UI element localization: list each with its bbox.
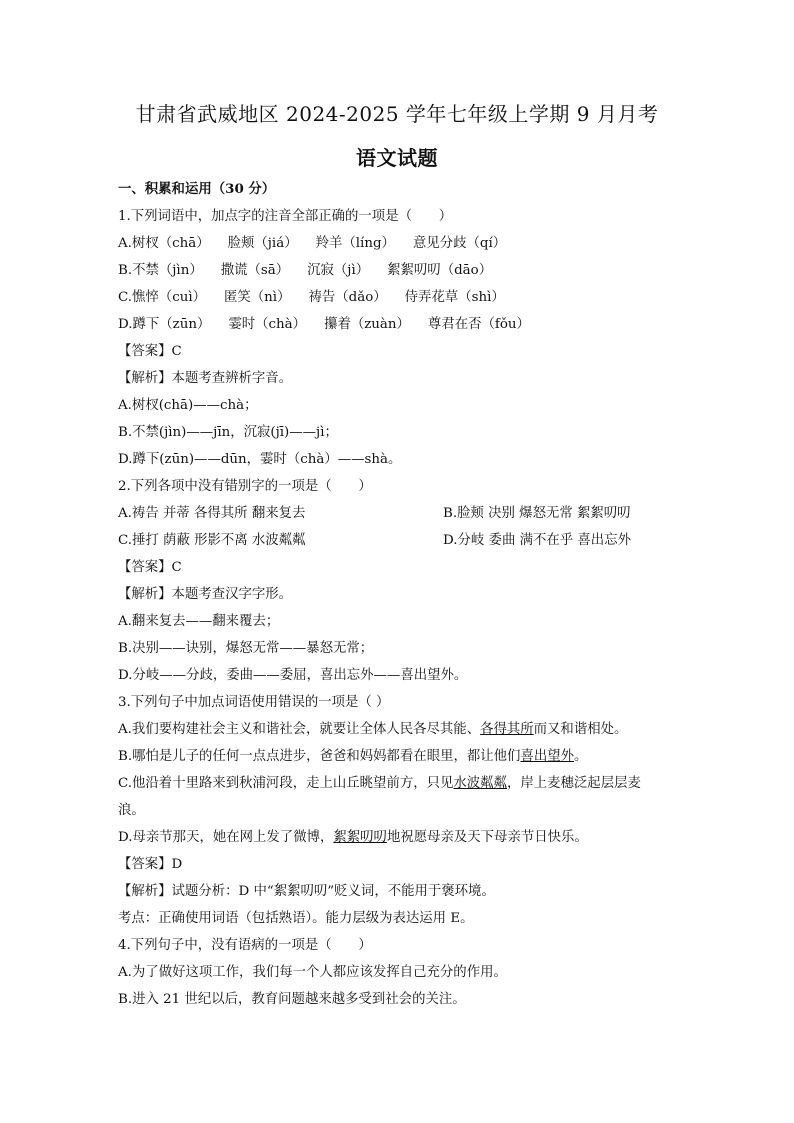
- q4-option-a: A.为了做好这项工作，我们每一个人都应该发挥自己充分的作用。: [118, 965, 507, 980]
- q2-analysis-d: D.分岐——分歧，委曲——委屈，喜出忘外——喜出望外。: [118, 668, 468, 683]
- q2-options-row2: [118, 527, 678, 554]
- q3-option-a: A.我们要构建社会主义和谐社会，就要让全体人民各尽其能、各得其所而又和谐相处。: [118, 722, 628, 737]
- q2-options-row1: [118, 500, 678, 527]
- q1-option-a: A.树杈（chā） 脸颊（jiá） 羚羊（líng） 意见分歧（qí）: [118, 236, 507, 251]
- q3-analysis: 【解析】试题分析：D 中“絮絮叨叨”贬义词，不能用于褒环境。: [118, 884, 495, 899]
- q2-answer: 【答案】C: [118, 560, 182, 575]
- q3-answer: 【答案】D: [118, 857, 183, 872]
- q2-option-a: A.祷告 并蒂 各得其所 翻来复去: [118, 506, 306, 521]
- q2-option-b: B.脸颊 决别 爆怒无常 絮絮叨叨: [443, 506, 631, 521]
- underlined-phrase: 各得其所: [480, 722, 534, 737]
- q3-note: 考点：正确使用词语（包括熟语）。能力层级为表达运用 E。: [118, 911, 474, 926]
- underlined-phrase: 水波粼粼: [453, 776, 507, 791]
- q3-option-d: D.母亲节那天，她在网上发了微博，絮絮叨叨地祝愿母亲及天下母亲节日快乐。: [118, 830, 588, 845]
- q3-option-c: C.他沿着十里路来到秋浦河段，走上山丘眺望前方，只见水波粼粼，岸上麦穗泛起层层麦: [118, 776, 641, 791]
- q1-analysis: 【解析】本题考查辨析字音。: [118, 371, 293, 386]
- q4-stem: 4.下列句子中，没有语病的一项是（ ）: [118, 938, 372, 953]
- q1-answer: 【答案】C: [118, 344, 182, 359]
- q2-analysis-a: A.翻来复去——翻来覆去；: [118, 614, 280, 629]
- q1-analysis-b: B.不禁(jìn)——jīn，沉寂(jī)——jì；: [118, 425, 338, 440]
- underlined-phrase: 喜出望外: [520, 749, 574, 764]
- q2-option-c: C.捶打 荫蔽 形影不离 水波粼粼: [118, 533, 306, 548]
- q2-analysis-b: B.决别——诀别，爆怒无常——暴怒无常；: [118, 641, 374, 656]
- q2-analysis: 【解析】本题考查汉字字形。: [118, 587, 293, 602]
- q1-option-d: D.蹲下（zūn） 霎时（chà） 攥着（zuàn） 尊君在否（fǒu）: [118, 317, 530, 332]
- document-subtitle: 语文试题: [356, 146, 438, 170]
- document-body: [118, 176, 678, 1013]
- q3-option-c-cont: 浪。: [118, 803, 145, 818]
- q4-option-b: B.进入 21 世纪以后，教育问题越来越多受到社会的关注。: [118, 992, 466, 1007]
- q1-stem: 1.下列词语中，加点字的注音全部正确的一项是（ ）: [118, 209, 453, 224]
- section-heading: 一、积累和运用（30 分）: [118, 181, 276, 197]
- underlined-phrase: 絮絮叨叨: [333, 830, 387, 845]
- q1-analysis-a: A.树杈(chā)——chà；: [118, 398, 258, 413]
- document-title: 甘肃省武威地区 2024-2025 学年七年级上学期 9 月月考: [135, 102, 659, 126]
- q1-analysis-d: D.蹲下(zūn)——dūn，霎时（chà）——shà。: [118, 452, 402, 467]
- q2-option-d: D.分岐 委曲 满不在乎 喜出忘外: [443, 533, 631, 548]
- q2-stem: 2.下列各项中没有错别字的一项是（ ）: [118, 479, 372, 494]
- q3-option-b: B.哪怕是儿子的任何一点点进步，爸爸和妈妈都看在眼里，都让他们喜出望外。: [118, 749, 588, 764]
- q3-stem: 3.下列句子中加点词语使用错误的一项是（ ）: [118, 695, 390, 710]
- q1-option-b: B.不禁（jìn） 撒谎（sā） 沉寂（jì） 絮絮叨叨（dāo）: [118, 263, 493, 278]
- q1-option-c: C.憔悴（cuì） 匿笑（nì） 祷告（dǎo） 侍弄花草（shì）: [118, 290, 505, 305]
